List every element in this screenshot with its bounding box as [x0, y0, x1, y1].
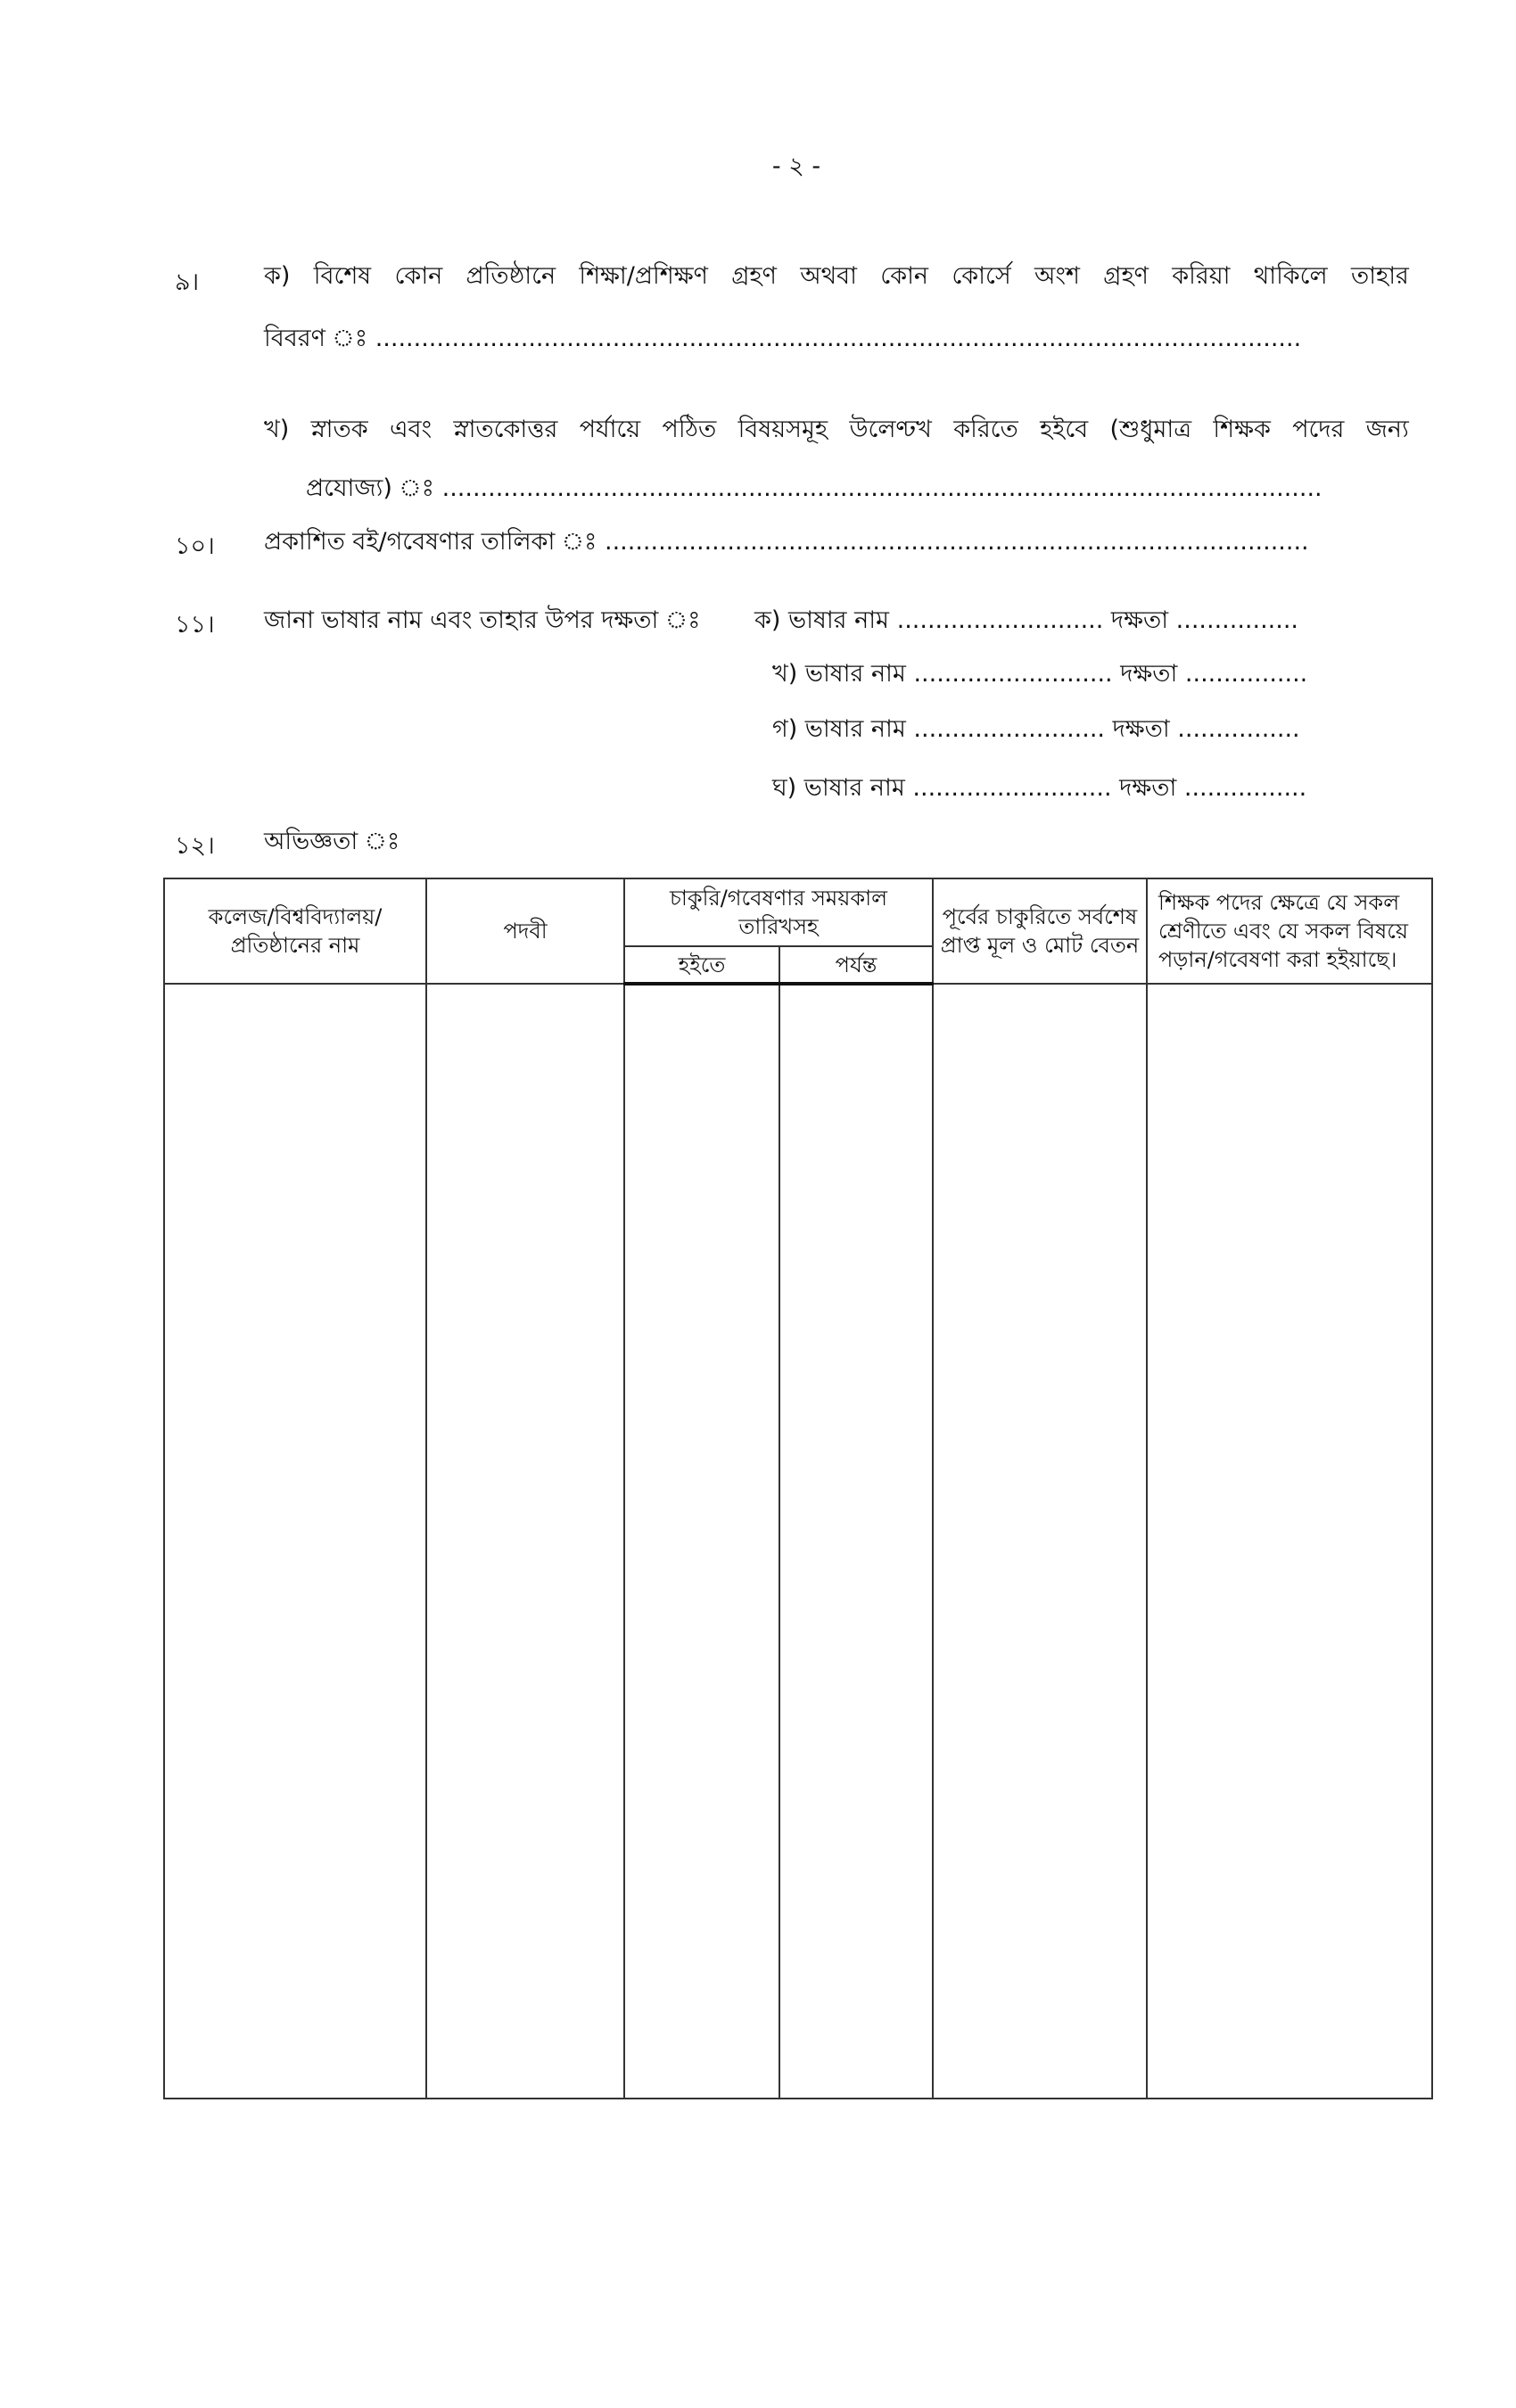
col-salary-header: পূর্বের চাকুরিতে সর্বশেষ প্রাপ্ত মূল ও মোট বেতন: [933, 878, 1147, 984]
word: কোন: [394, 262, 443, 290]
table-cell[interactable]: [1147, 984, 1432, 2099]
word: গ্রহণ: [1103, 262, 1149, 290]
q12-label: অভিজ্ঞতা ঃ: [264, 828, 400, 855]
word: এবং: [389, 416, 433, 443]
q9a-line2: বিবরণ ঃ .........................................................................................................................: [264, 325, 1302, 352]
col-period-header: চাকুরি/গবেষণার সময়কাল তারিখসহ: [624, 878, 933, 946]
experience-table: [163, 878, 1433, 2099]
word: থাকিলে: [1253, 262, 1328, 290]
word: (শুধুমাত্র: [1109, 416, 1192, 443]
word: বিশেষ: [313, 262, 372, 290]
q9a-line1: [264, 260, 1409, 293]
q12-number: ১২।: [175, 832, 215, 860]
word: পদের: [1292, 416, 1345, 443]
word: অংশ: [1034, 262, 1080, 290]
q11-row-b: খ) ভাষার নাম .......................... দক্ষতা ................: [772, 660, 1308, 688]
word: কোর্সে: [952, 262, 1011, 290]
word: জন্য: [1365, 416, 1409, 443]
word: শিক্ষা/প্রশিক্ষণ: [579, 262, 708, 290]
q11-row-c: গ) ভাষার নাম ......................... দক্ষতা ................: [772, 715, 1300, 743]
q11-label: জানা ভাষার নাম এবং তাহার উপর দক্ষতা ঃ: [264, 606, 701, 634]
col-institution-header: কলেজ/বিশ্ববিদ্যালয়/ প্রতিষ্ঠানের নাম: [164, 878, 426, 984]
word: স্নাতক: [310, 416, 368, 443]
col-designation-header: পদবী: [426, 878, 624, 984]
q10-number: ১০।: [175, 532, 215, 560]
word: করিতে: [953, 416, 1018, 443]
word: পর্যায়ে: [579, 416, 641, 443]
table-cell[interactable]: [779, 984, 933, 2099]
table-cell[interactable]: [164, 984, 426, 2099]
col-teaching-header: শিক্ষক পদের ক্ষেত্রে যে সকল শ্রেণীতে এবং যে সকল বিষয়ে পড়ান/গবেষণা করা হইয়াছে।: [1147, 878, 1432, 984]
word: স্নাতকোত্তর: [453, 416, 558, 443]
word: খ): [264, 416, 290, 443]
word: কোন: [880, 262, 929, 290]
col-from-header: হইতে: [624, 946, 779, 984]
word: বিষয়সমূহ: [737, 416, 828, 443]
q9b-line1: [264, 414, 1409, 446]
table-cell[interactable]: [426, 984, 624, 2099]
word: শিক্ষক: [1213, 416, 1271, 443]
word: করিয়া: [1172, 262, 1231, 290]
word: হইবে: [1040, 416, 1089, 443]
word: ক): [264, 262, 291, 290]
word: তাহার: [1350, 262, 1409, 290]
col-to-header: পর্যন্ত: [779, 946, 933, 984]
q9-number: ৯।: [175, 268, 200, 296]
table-row: [164, 984, 1432, 2099]
word: প্রতিষ্ঠানে: [466, 262, 556, 290]
page-number: - ২ -: [771, 153, 821, 180]
q10-text: প্রকাশিত বই/গবেষণার তালিকা ঃ ............................................................................................: [264, 528, 1309, 556]
word: উলেণ্ঢখ: [849, 416, 932, 443]
q11-number: ১১।: [175, 611, 215, 639]
q11-row-d: ঘ) ভাষার নাম .......................... দক্ষতা ................: [772, 774, 1307, 802]
table-cell[interactable]: [624, 984, 779, 2099]
q9b-line2: প্রযোজ্য) ঃ ...................................................................................................................: [306, 474, 1322, 502]
q11-row-a: ক) ভাষার নাম ........................... দক্ষতা ................: [754, 606, 1298, 634]
word: অথবা: [800, 262, 857, 290]
table-cell[interactable]: [933, 984, 1147, 2099]
word: গ্রহণ: [731, 262, 777, 290]
word: পঠিত: [662, 416, 717, 443]
